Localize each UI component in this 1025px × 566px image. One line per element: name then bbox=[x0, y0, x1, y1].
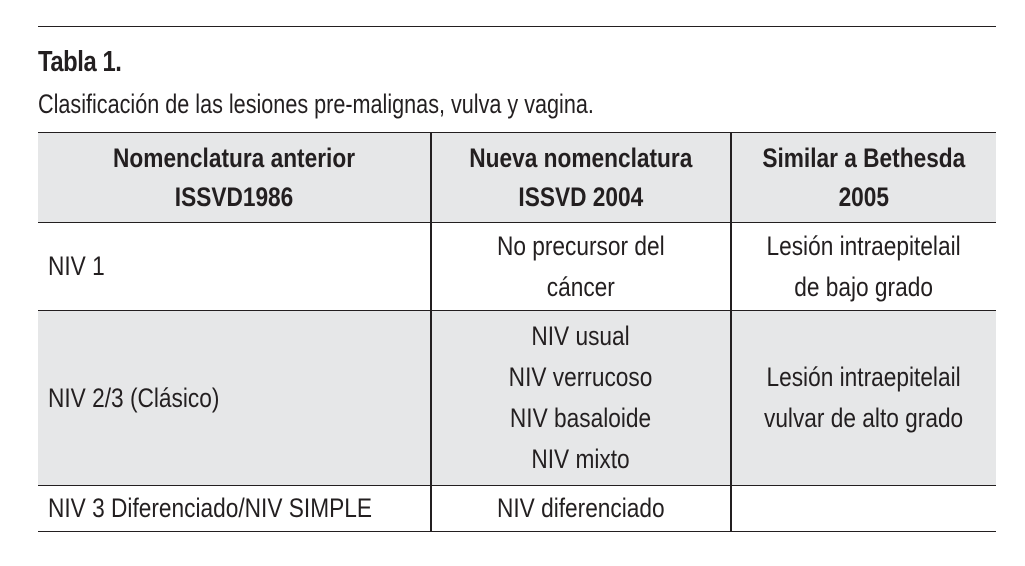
header-previous-nomenclature: Nomenclatura anterior ISSVD1986 bbox=[38, 133, 431, 223]
cell-previous: NIV 3 Diferenciado/NIV SIMPLE bbox=[38, 486, 431, 532]
table-row bbox=[38, 223, 996, 311]
cell-new: NIV usual NIV verrucoso NIV basaloide NIV mixto bbox=[431, 311, 731, 486]
table-title: Tabla 1. bbox=[38, 46, 122, 78]
cell-new: No precursor del cáncer bbox=[431, 223, 731, 311]
table-caption: Clasificación de las lesiones pre-malignas, vulva y vagina. bbox=[38, 89, 594, 119]
cell-bethesda: Lesión intraepitelail de bajo grado bbox=[731, 223, 996, 311]
cell-bethesda: Lesión intraepitelail vulvar de alto grado bbox=[731, 311, 996, 486]
cell-bethesda-empty bbox=[731, 486, 996, 532]
cell-previous: NIV 1 bbox=[38, 223, 431, 311]
top-rule bbox=[38, 26, 996, 27]
header-row bbox=[38, 133, 996, 223]
cell-previous: NIV 2/3 (Clásico) bbox=[38, 311, 431, 486]
classification-table bbox=[38, 132, 996, 532]
header-new-nomenclature: Nueva nomenclatura ISSVD 2004 bbox=[431, 133, 731, 223]
header-bethesda: Similar a Bethesda 2005 bbox=[731, 133, 996, 223]
cell-new: NIV diferenciado bbox=[431, 486, 731, 532]
table-row bbox=[38, 486, 996, 532]
table-row bbox=[38, 311, 996, 486]
